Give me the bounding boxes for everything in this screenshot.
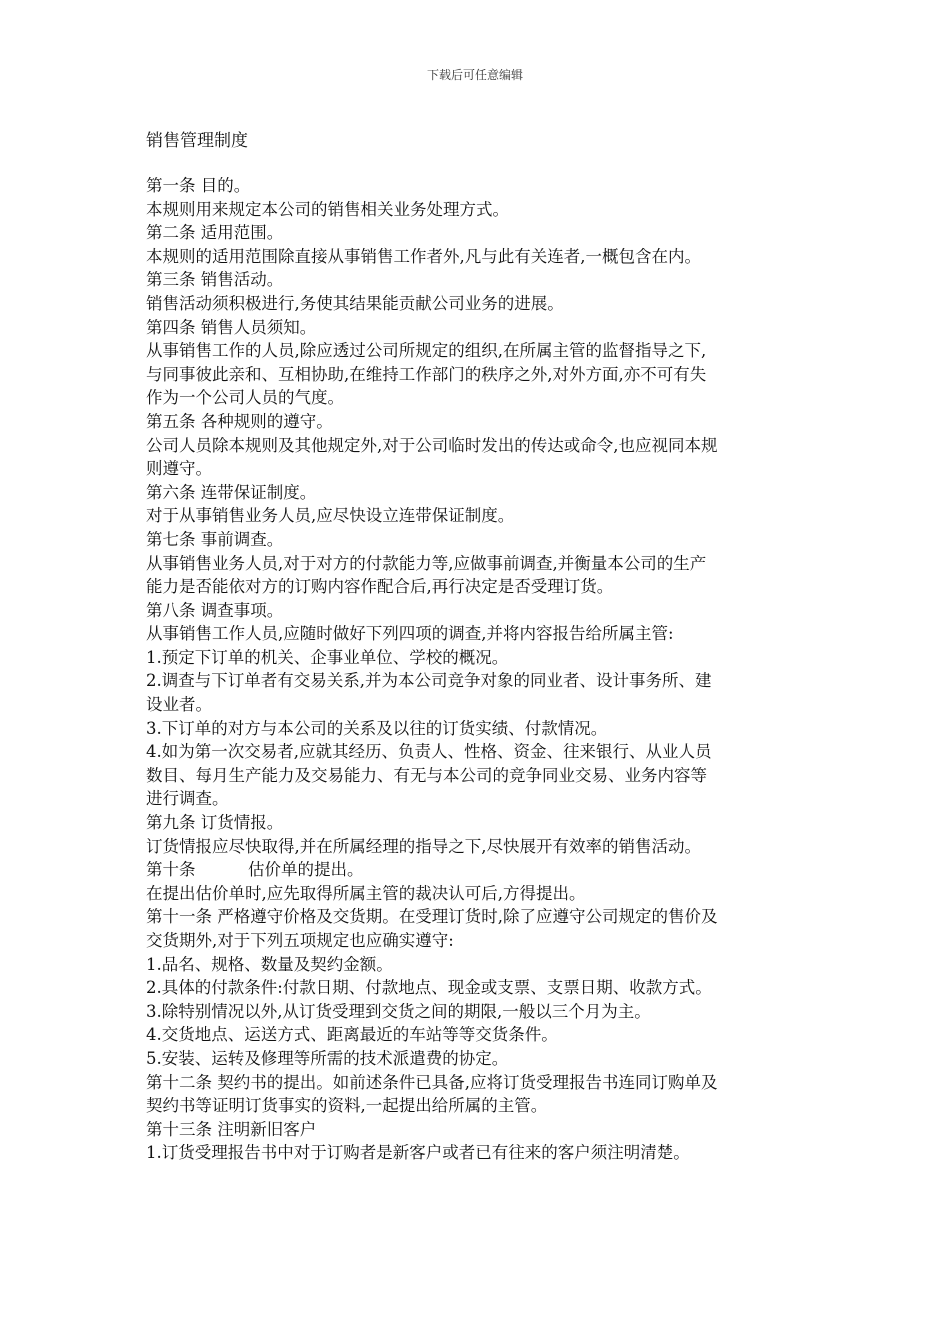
text-line: 订货情报应尽快取得,并在所属经理的指导之下,尽快展开有效率的销售活动。 xyxy=(146,836,701,856)
text-line: 1.品名、规格、数量及契约金额。 xyxy=(146,954,393,974)
text-line: 5.安装、运转及修理等所需的技术派遣费的协定。 xyxy=(146,1048,509,1068)
text-line: 进行调查。 xyxy=(146,789,229,809)
text-line: 契约书等证明订货事实的资料,一起提出给所属的主管。 xyxy=(146,1096,548,1116)
text-line: 第十二条 契约书的提出。如前述条件已具备,应将订货受理报告书连同订购单及 xyxy=(146,1072,718,1092)
text-line: 第六条 连带保证制度。 xyxy=(146,482,317,502)
text-line: 本规则的适用范围除直接从事销售工作者外,凡与此有关连者,一概包含在内。 xyxy=(146,246,701,266)
document-body xyxy=(146,174,816,1165)
text-line: 第一条 目的。 xyxy=(146,176,251,195)
text-line: 从事销售工作的人员,除应透过公司所规定的组织,在所属主管的监督指导之下, xyxy=(146,341,707,361)
text-line: 第二条 适用范围。 xyxy=(146,223,284,243)
text-line: 4.交货地点、运送方式、距离最近的车站等等交货条件。 xyxy=(146,1025,558,1045)
text-line: 第九条 订货情报。 xyxy=(146,813,284,833)
text-line: 交货期外,对于下列五项规定也应确实遵守: xyxy=(146,931,454,950)
text-line: 第三条 销售活动。 xyxy=(146,270,284,290)
text-line: 从事销售工作人员,应随时做好下列四项的调查,并将内容报告给所属主管: xyxy=(146,624,674,644)
text-line: 能力是否能依对方的订购内容作配合后,再行决定是否受理订货。 xyxy=(146,577,614,597)
text-line: 2.具体的付款条件:付款日期、付款地点、现金或支票、支票日期、收款方式。 xyxy=(146,978,712,998)
text-line: 1.订货受理报告书中对于订购者是新客户或者已有往来的客户须注明清楚。 xyxy=(146,1143,690,1163)
text-line: 本规则用来规定本公司的销售相关业务处理方式。 xyxy=(146,199,509,219)
text-line: 第四条 销售人员须知。 xyxy=(146,317,317,337)
text-line: 作为一个公司人员的气度。 xyxy=(146,388,344,408)
text-line: 第八条 调查事项。 xyxy=(146,600,284,620)
text-line: 第十三条 注明新旧客户 xyxy=(146,1119,317,1139)
text-line: 第五条 各种规则的遵守。 xyxy=(146,411,333,431)
text-line: 1.预定下订单的机关、企事业单位、学校的概况。 xyxy=(146,647,509,667)
text-line: 公司人员除本规则及其他规定外,对于公司临时发出的传达或命令,也应视同本规 xyxy=(146,435,718,455)
text-line: 数目、每月生产能力及交易能力、有无与本公司的竞争同业交易、业务内容等 xyxy=(146,765,707,785)
text-line: 2.调查与下订单者有交易关系,并为本公司竞争对象的同业者、设计事务所、建 xyxy=(146,671,712,691)
text-line: 第十一条 严格遵守价格及交货期。在受理订货时,除了应遵守公司规定的售价及 xyxy=(146,907,718,927)
text-line: 销售活动须积极进行,务使其结果能贡献公司业务的进展。 xyxy=(146,293,564,313)
document-title: 销售管理制度 xyxy=(146,131,248,151)
text-line: 第七条 事前调查。 xyxy=(146,529,284,549)
text-line: 第十条 估价单的提出。 xyxy=(146,860,364,880)
text-line: 设业者。 xyxy=(146,695,212,715)
text-line: 则遵守。 xyxy=(146,459,212,479)
text-line: 在提出估价单时,应先取得所属主管的裁决认可后,方得提出。 xyxy=(146,883,586,903)
text-line: 对于从事销售业务人员,应尽快设立连带保证制度。 xyxy=(146,506,515,526)
text-line: 3.除特别情况以外,从订货受理到交货之间的期限,一般以三个月为主。 xyxy=(146,1001,651,1021)
text-line: 与同事彼此亲和、互相协助,在维持工作部门的秩序之外,对外方面,亦不可有失 xyxy=(146,364,707,384)
text-line: 4.如为第一次交易者,应就其经历、负责人、性格、资金、往来银行、从业人员 xyxy=(146,742,712,762)
page-header: 下载后可任意编辑 xyxy=(426,68,523,82)
text-line: 3.下订单的对方与本公司的关系及以往的订货实绩、付款情况。 xyxy=(146,718,608,738)
text-line: 从事销售业务人员,对于对方的付款能力等,应做事前调查,并衡量本公司的生产 xyxy=(146,553,707,573)
